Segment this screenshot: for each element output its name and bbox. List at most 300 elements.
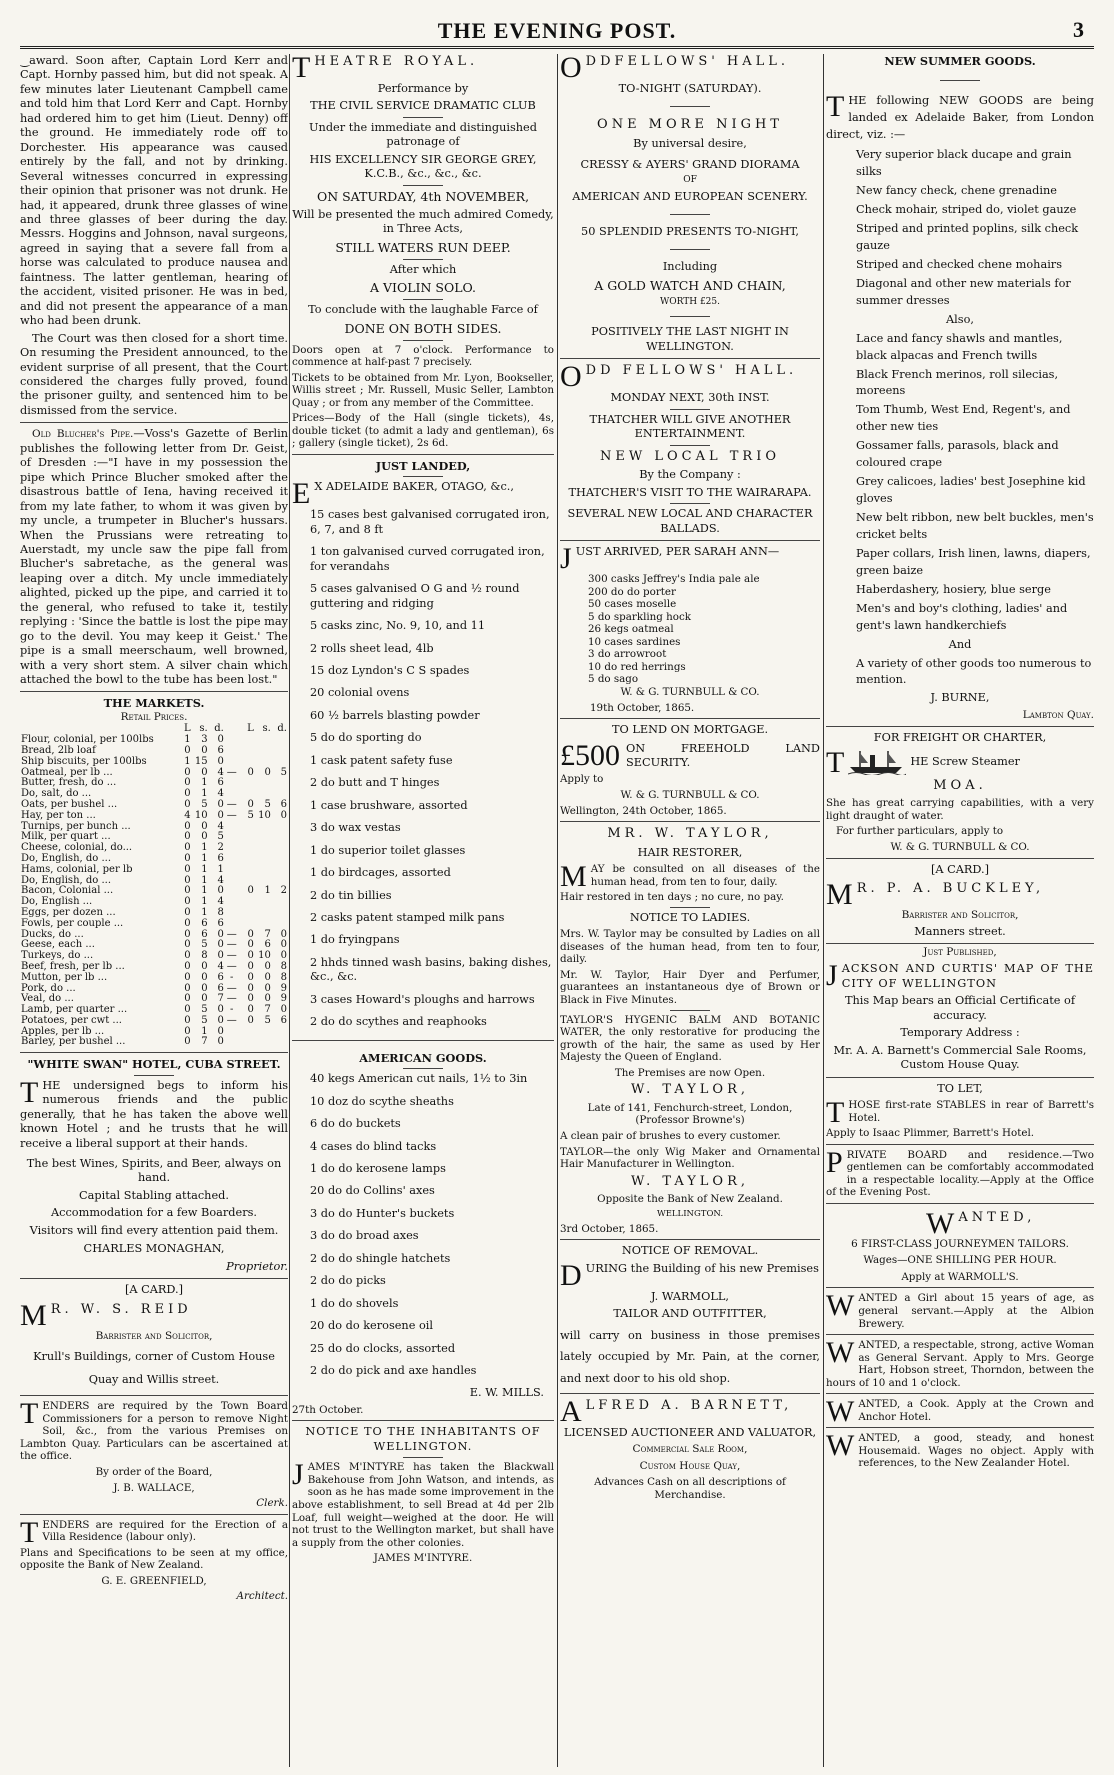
american-item: 20 do do kerosene oil [310, 1319, 434, 1333]
market-price [272, 908, 288, 919]
market-price: 0 [184, 917, 191, 929]
tenders-body: Plans and Specifications to be seen at my office, opposite the Bank of New Zealand. [20, 1546, 288, 1572]
market-price: 0 [184, 788, 191, 800]
market-price [255, 897, 272, 908]
market-price [272, 854, 288, 865]
lend-line: Apply to [560, 773, 604, 786]
removal-line: J. WARMOLL, [651, 1289, 729, 1303]
arrived-title: UST ARRIVED, PER SARAH ANN— [575, 545, 780, 559]
freight-line: HE Screw Steamer [910, 754, 1020, 768]
balm-line: The Premises are now Open. [614, 1066, 766, 1079]
divider [826, 726, 1094, 727]
landed-title: JUST LANDED, [375, 458, 471, 473]
market-price [225, 908, 239, 919]
barnett-title: LFRED A. BARNETT, [585, 1397, 793, 1413]
tenders-body: ENDERS are required by the Town Board Commissioners for a person to remove Night Soil, &c., from the various Premises on Lambton Quay. Particulars can be ascertained at the office. [20, 1400, 288, 1463]
market-price: 0 [264, 960, 271, 972]
short-rule [670, 445, 710, 446]
divider [826, 1077, 1094, 1078]
column-4 [826, 54, 1094, 1767]
divider [292, 1040, 554, 1041]
drop-cap: O [560, 54, 582, 84]
market-price [225, 854, 239, 865]
market-price: 7 [264, 928, 271, 940]
market-price: 2 [280, 885, 287, 897]
market-price: 2 [217, 842, 224, 854]
market-item: Butter, fresh, do ... [21, 777, 117, 789]
market-item: Do, English, do ... [21, 852, 111, 864]
market-price [255, 746, 272, 757]
drop-cap: T [826, 745, 845, 779]
markets-col-header: d. [214, 723, 224, 735]
market-price: 0 [280, 1004, 287, 1016]
market-price: 5 [247, 809, 254, 821]
landed-item: 2 do butt and T hinges [310, 776, 440, 790]
tenders-signature-role: Clerk. [256, 1497, 288, 1510]
wanted-line: Wages—ONE SHILLING PER HOUR. [863, 1254, 1057, 1267]
balm-title: TAYLOR'S HYGENIC BALM AND BOTANIC WATER, [560, 1013, 820, 1039]
market-price [272, 746, 288, 757]
freight-title: FOR FREIGHT OR CHARTER, [873, 731, 1047, 745]
market-price [225, 886, 239, 897]
market-price [272, 843, 288, 854]
market-price: 5 [201, 939, 208, 951]
divider [20, 691, 288, 692]
drop-cap: T [292, 54, 311, 84]
american-item: 3 do do Hunter's buckets [310, 1206, 455, 1220]
short-rule [403, 185, 443, 186]
market-item: Turkeys, do ... [21, 950, 94, 962]
market-price: 1 [201, 788, 208, 800]
map-title: ACKSON AND CURTIS' MAP OF THE CITY OF WELLINGTON [841, 962, 1094, 990]
arrived-item: 5 do sago [588, 673, 639, 686]
drop-cap: W [826, 1395, 855, 1429]
short-rule [403, 299, 443, 300]
market-price: 0 [264, 982, 271, 994]
market-price: 0 [280, 809, 287, 821]
market-price: 0 [184, 1014, 191, 1026]
short-rule [403, 476, 443, 477]
wanted-ad: ANTED a Girl about 15 years of age, as general servant.—Apply at the Albion Brewery. [858, 1292, 1094, 1330]
notice-body: AMES M'INTYRE has taken the Blackwall Bakehouse from John Watson, and intends, as soon as he has made some improvement in the above establishment, to sell Bread at 4d per 2lb Loaf, full weight—weighed at the door. He will not trust to the Wellington market, but shall have a supply from the other colonies. [292, 1461, 554, 1549]
drop-cap: M [20, 1298, 47, 1332]
divider [20, 1052, 288, 1053]
market-price [255, 1027, 272, 1038]
market-price [239, 735, 255, 746]
newspaper-title: THE EVENING POST. [437, 18, 677, 43]
wanted-title: ANTED, [958, 1209, 1036, 1225]
drop-cap: T [826, 90, 845, 124]
summer-item: Diagonal and other new materials for summer dresses [856, 276, 1071, 307]
market-price: 0 [280, 950, 287, 962]
short-rule [670, 316, 710, 317]
market-price: 0 [201, 744, 208, 756]
short-rule [403, 117, 443, 118]
landed-item: 2 casks patent stamped milk pans [310, 910, 505, 924]
short-rule [670, 214, 710, 215]
oddfellows-line: WORTH £25. [660, 296, 720, 307]
arrived-item: 200 do do porter [588, 585, 676, 598]
let-title: TO LET, [937, 1081, 983, 1095]
theatre-line: Doors open at 7 o'clock. Performance to commence at half-past 7 precisely. [292, 343, 554, 369]
market-price: 0 [184, 960, 191, 972]
market-price: 0 [247, 885, 254, 897]
summer-item: A variety of other goods too numerous to mention. [856, 656, 1092, 687]
let-body: Apply to Isaac Plimmer, Barrett's Hotel. [826, 1127, 1035, 1140]
market-price: — [226, 982, 237, 994]
card-label: [A CARD.] [124, 1283, 184, 1297]
market-price: 0 [184, 852, 191, 864]
landed-item: 5 cases galvanised O G and ½ round guttering and ridging [310, 582, 520, 610]
let-body: HOSE first-rate STABLES in rear of Barrett's Hotel. [848, 1098, 1094, 1124]
market-price [255, 865, 272, 876]
market-price: 1 [201, 896, 208, 908]
market-item: Oats, per bushel ... [21, 798, 118, 810]
drop-cap: T [20, 1515, 39, 1549]
summer-item: Very superior black ducape and grain silks [856, 148, 1072, 179]
summer-item: And [948, 637, 972, 651]
balm-line: TAYLOR—the only Wig Maker and Ornamental Hair Manufacturer in Wellington. [560, 1145, 820, 1171]
short-rule [670, 907, 710, 908]
arrived-date: 19th October, 1865. [590, 701, 695, 714]
landed-item: 2 rolls sheet lead, 4lb [310, 641, 434, 655]
summer-item: Gossamer falls, parasols, black and coloured crape [856, 439, 1059, 470]
markets-col-header: s. [262, 723, 271, 735]
market-price: 0 [247, 993, 254, 1005]
market-price: 0 [184, 971, 191, 983]
drop-cap: P [826, 1145, 843, 1179]
market-price: 6 [217, 777, 224, 789]
market-price: 0 [201, 820, 208, 832]
market-price [272, 832, 288, 843]
market-price [239, 1027, 255, 1038]
market-price: 0 [201, 766, 208, 778]
divider [560, 1393, 820, 1394]
market-price [272, 822, 288, 833]
market-price: 6 [217, 852, 224, 864]
market-item: Fowls, per couple ... [21, 917, 124, 929]
wanted-ad: ANTED, a Cook. Apply at the Crown and Anchor Hotel. [858, 1398, 1094, 1423]
market-price: 0 [184, 1025, 191, 1037]
divider [826, 1334, 1094, 1335]
theatre-line: Tickets to be obtained from Mr. Lyon, Bookseller, Willis street ; Mr. Russell, Music Seller, Lambton Quay ; or from any member of the Committee. [292, 371, 554, 409]
market-item: Veal, do ... [21, 993, 74, 1005]
market-price: 0 [184, 993, 191, 1005]
market-item: Hay, per ton ... [21, 809, 96, 821]
market-item: Mutton, per lb ... [21, 971, 108, 983]
short-rule [670, 249, 710, 250]
oddfellows-line: 50 SPLENDID PRESENTS TO-NIGHT, [581, 224, 799, 238]
landed-from: X ADELAIDE BAKER, OTAGO, &c., [314, 480, 514, 494]
market-item: Oatmeal, per lb ... [21, 766, 113, 778]
market-price: 0 [247, 1014, 254, 1026]
short-rule [403, 1068, 443, 1069]
swan-line: Accommodation for a few Boarders. [51, 1206, 257, 1220]
market-price: — [226, 960, 237, 972]
american-item: 2 do do shingle hatchets [310, 1251, 451, 1265]
american-item: 40 kegs American cut nails, 1½ to 3in [310, 1072, 528, 1086]
short-rule [670, 1010, 710, 1011]
market-price [239, 778, 255, 789]
oddfellows-line: Including [662, 260, 718, 274]
drop-cap: W [826, 1336, 855, 1370]
theatre-line: Will be presented the much admired Comedy, in Three Acts, [292, 207, 554, 236]
oddfellows-line: ONE MORE NIGHT [597, 117, 783, 133]
arrived-item: 300 casks Jeffrey's India pale ale [588, 573, 760, 586]
market-price: 10 [194, 809, 208, 821]
theatre-line: Performance by [377, 82, 469, 95]
market-price: 0 [280, 928, 287, 940]
market-row [20, 973, 288, 984]
landed-item: 2 do tin billies [310, 888, 392, 902]
wanted-line: Apply at WARMOLL'S. [901, 1270, 1019, 1283]
balm-date: 3rd October, 1865. [560, 1222, 659, 1235]
article-paragraph: ‿award. Soon after, Captain Lord Kerr and Capt. Hornby passed him, but did not speak. A few minutes later Lieutenant Campbell came and told him that Lord Kerr and Capt. Hornby had ordered him to get him (Lieut. Denny) off the ground. He immediately rode off to Dorchester. His appearance was caused entirely by the fall, and not by drinking. Several witnesses concurred in expressing their opinion that prisoner was not drunk. He had, it appeared, drunk three glasses of wine and three glasses of beer during the day. Messrs. Hoggins and Johnson, naval surgeons, agreed in saying that a severe fall from a horse was calculated to produce nausea and faintness. The latter gentleman, hearing of the accident, visited prisoner. He was in bed, and did not present the appearance of a man who had been drunk. [20, 54, 288, 328]
drop-cap: J [826, 959, 838, 993]
american-item: 2 do do picks [310, 1274, 386, 1288]
balm-body: the only restorative for producing the growth of the hair, the same as used by Her Majesty the Queen of England. [560, 1026, 820, 1064]
drop-cap: T [20, 1397, 39, 1431]
market-price: 1 [201, 1025, 208, 1037]
market-item: Milk, per quart ... [21, 831, 111, 843]
balm-signature: Opposite the Bank of New Zealand. [597, 1193, 783, 1206]
map-published: Just Published, [923, 945, 997, 958]
market-price: 5 [201, 1014, 208, 1026]
american-item: 6 do do buckets [310, 1117, 401, 1131]
column-divider [823, 54, 824, 1767]
market-price: 0 [184, 820, 191, 832]
market-item: Do, salt, do ... [21, 788, 92, 800]
market-price: 4 [217, 766, 224, 778]
market-price [225, 876, 239, 887]
market-price: - [230, 971, 234, 983]
blucher-title: Old Blucher's Pipe. [32, 428, 134, 441]
wanted-ad: ANTED, a good, steady, and honest Housemaid. Wages no object. Apply with references, to the New Zealander Hotel. [858, 1432, 1094, 1470]
market-price [225, 843, 239, 854]
ladies-body: Mrs. W. Taylor may be consulted by Ladies on all diseases of the human head, from ten to four, daily. [560, 928, 820, 966]
swan-signature: CHARLES MONAGHAN, [83, 1242, 225, 1256]
market-price [239, 865, 255, 876]
market-price: 0 [247, 939, 254, 951]
short-rule [940, 80, 980, 81]
theatre-line: To conclude with the laughable Farce of [308, 303, 538, 317]
tenders-signature-role: Architect. [236, 1590, 288, 1603]
oddfellows-line: By the Company : [639, 468, 741, 482]
summer-item: Lace and fancy shawls and mantles, black alpacas and French twills [856, 331, 1063, 362]
article-paragraph: The Court was then closed for a short time. On resuming the President announced, to the evident surprise of all present, that the Court considered the charges fully proved, found the prisoner guilty, and sentenced him to be dismissed from the service. [20, 331, 288, 417]
market-price [272, 865, 288, 876]
market-price [225, 735, 239, 746]
column-3 [560, 54, 820, 1767]
market-price: — [226, 809, 237, 821]
american-item: 25 do do clocks, assorted [310, 1341, 456, 1355]
market-price: 15 [194, 755, 208, 767]
market-price: 9 [280, 982, 287, 994]
american-item: 20 do do Collins' axes [310, 1184, 435, 1198]
drop-cap: W [826, 1289, 855, 1323]
theatre-title: HEATRE ROYAL. [314, 54, 479, 69]
reid-address: Krull's Buildings, corner of Custom House Quay and Willis street. [33, 1350, 275, 1386]
summer-intro: HE following NEW GOODS are being landed ex Adelaide Baker, from London direct, viz. :— [826, 94, 1094, 142]
market-price: 0 [184, 939, 191, 951]
market-price [239, 854, 255, 865]
market-price: 1 [201, 852, 208, 864]
summer-item: Men's and boy's clothing, ladies' and gent's lawn handkerchiefs [856, 601, 1068, 632]
masthead [0, 0, 1114, 44]
market-price [255, 908, 272, 919]
market-price [255, 832, 272, 843]
swan-line: The best Wines, Spirits, and Beer, always on hand. [26, 1157, 282, 1185]
short-rule [403, 259, 443, 260]
oddfellows-line: A GOLD WATCH AND CHAIN, [594, 277, 786, 293]
market-price: 7 [264, 1004, 271, 1016]
drop-cap: A [560, 1394, 582, 1428]
american-item: 4 cases do blind tacks [310, 1139, 437, 1153]
market-item: Hams, colonial, per lb [21, 863, 133, 875]
market-price [272, 757, 288, 768]
market-price: 5 [264, 798, 271, 810]
market-row [20, 1037, 288, 1048]
market-price: 6 [217, 971, 224, 983]
market-price: 6 [201, 928, 208, 940]
buckley-address: Manners street. [914, 925, 1006, 939]
market-price: 0 [217, 798, 224, 810]
removal-line: will carry on business in those premises lately occupied by Mr. Pain, at the corner, and next door to his old shop. [560, 1328, 820, 1385]
market-price: 4 [184, 809, 191, 821]
market-price [272, 778, 288, 789]
market-item: Cheese, colonial, do... [21, 842, 133, 854]
summer-item: Also, [946, 312, 974, 326]
drop-cap: J [560, 542, 572, 576]
barnett-line: Custom House Quay, [639, 1459, 741, 1472]
market-price: 0 [247, 928, 254, 940]
market-price: 10 [258, 950, 271, 962]
oddfellows-title: DDFELLOWS' HALL. [585, 54, 790, 69]
buckley-name: R. P. A. BUCKLEY, [856, 881, 1045, 896]
market-price [272, 897, 288, 908]
american-title: AMERICAN GOODS. [359, 1050, 487, 1065]
market-price [239, 908, 255, 919]
lend-signature: W. & G. TURNBULL & CO. [620, 789, 760, 801]
card-label: [A CARD.] [930, 862, 990, 876]
removal-line: URING the Building of his new Premises [585, 1261, 819, 1275]
divider [292, 1420, 554, 1421]
market-price: - [230, 1004, 234, 1016]
landed-item: 2 hhds tinned wash basins, baking dishes, &c., &c. [310, 955, 552, 984]
landed-list [292, 508, 554, 1029]
market-price: 0 [247, 960, 254, 972]
market-price: 0 [184, 982, 191, 994]
market-price: 6 [217, 982, 224, 994]
swan-line: Visitors will find every attention paid them. [29, 1223, 279, 1237]
american-item: 1 do do shovels [310, 1296, 399, 1310]
market-price [225, 832, 239, 843]
drop-cap: M [560, 860, 587, 894]
divider [560, 718, 820, 719]
markets-table [20, 724, 288, 1048]
barnett-line: Advances Cash on all descriptions of Merchandise. [594, 1476, 786, 1501]
swan-title: "WHITE SWAN" HOTEL, CUBA STREET. [27, 1057, 281, 1072]
market-row [20, 919, 288, 930]
map-line: Temporary Address : [900, 1026, 1020, 1040]
markets-subtitle: Retail Prices. [120, 710, 188, 723]
taylor-subtitle: HAIR RESTORER, [637, 845, 743, 859]
market-price [225, 865, 239, 876]
drop-cap: J [292, 1458, 304, 1492]
divider [826, 1203, 1094, 1204]
market-row [20, 865, 288, 876]
barnett-line: LICENSED AUCTIONEER AND VALUATOR, [563, 1425, 817, 1439]
market-price: 1 [184, 734, 191, 746]
american-item: 3 do do broad axes [310, 1229, 419, 1243]
market-price: 0 [217, 950, 224, 962]
market-price [255, 919, 272, 930]
divider [826, 1287, 1094, 1288]
oddfellows-line: TO-NIGHT (SATURDAY). [618, 82, 762, 95]
theatre-line: Prices—Body of the Hall (single tickets), 4s, double ticket (to admit a lady and gentleman), 6s ; gallery (single ticket), 2s 6d. [292, 412, 554, 450]
market-item: Bread, 2lb loaf [21, 744, 96, 756]
market-price: 0 [247, 950, 254, 962]
market-price [272, 1037, 288, 1048]
market-price [225, 778, 239, 789]
market-price [239, 757, 255, 768]
market-price: — [226, 798, 237, 810]
market-price: 5 [201, 798, 208, 810]
lend-title: TO LEND ON MORTGAGE. [611, 723, 769, 737]
market-price: 0 [184, 906, 191, 918]
market-price: 0 [217, 939, 224, 951]
market-price [255, 1037, 272, 1048]
summer-item: Check mohair, striped do, violet gauze [856, 203, 1077, 217]
taylor-title: MR. W. TAYLOR, [607, 826, 773, 842]
divider [560, 358, 820, 359]
market-price: 6 [280, 798, 287, 810]
american-item: 2 do do pick and axe handles [310, 1364, 477, 1378]
markets-col-header: L [184, 723, 191, 735]
market-price: 0 [184, 1036, 191, 1048]
market-price: 3 [201, 734, 208, 746]
oddfellows-line: AMERICAN AND EUROPEAN SCENERY. [572, 189, 808, 203]
market-item: Flour, colonial, per 100lbs [21, 734, 154, 746]
market-price: 0 [184, 798, 191, 810]
market-price: 0 [217, 1014, 224, 1026]
market-price: 0 [184, 766, 191, 778]
market-price: 10 [258, 809, 271, 821]
short-rule [670, 106, 710, 107]
oddfellows-line: SEVERAL NEW LOCAL AND CHARACTER BALLADS. [567, 507, 813, 535]
summer-item: Striped and checked chene mohairs [856, 257, 1063, 271]
arrived-item: 10 do red herrings [588, 660, 686, 673]
market-item: Geese, each ... [21, 939, 95, 951]
board-body: RIVATE BOARD and residence.—Two gentlemen can be comfortably accommodated in a respectable locality.—Apply at the Office of the Evening Post. [826, 1148, 1094, 1199]
arrived-list [560, 573, 820, 686]
market-item: Do, English, do ... [21, 874, 111, 886]
market-price: 5 [201, 1004, 208, 1016]
oddfellows-line: NEW LOCAL TRIO [599, 448, 780, 464]
market-price: 0 [201, 971, 208, 983]
landed-item: 1 cask patent safety fuse [310, 753, 453, 767]
market-price: 0 [247, 1004, 254, 1016]
landed-item: 15 doz Lyndon's C S spades [310, 663, 470, 677]
notice-signature: JAMES M'INTYRE. [373, 1552, 473, 1565]
summer-item: Haberdashery, hosiery, blue serge [856, 582, 1051, 596]
buckley-title: Barrister and Solicitor, [901, 909, 1019, 921]
market-price: 0 [184, 896, 191, 908]
market-price: 1 [201, 863, 208, 875]
theatre-line: After which [389, 262, 457, 276]
freight-line: MOA. [933, 777, 987, 793]
divider [560, 540, 820, 541]
